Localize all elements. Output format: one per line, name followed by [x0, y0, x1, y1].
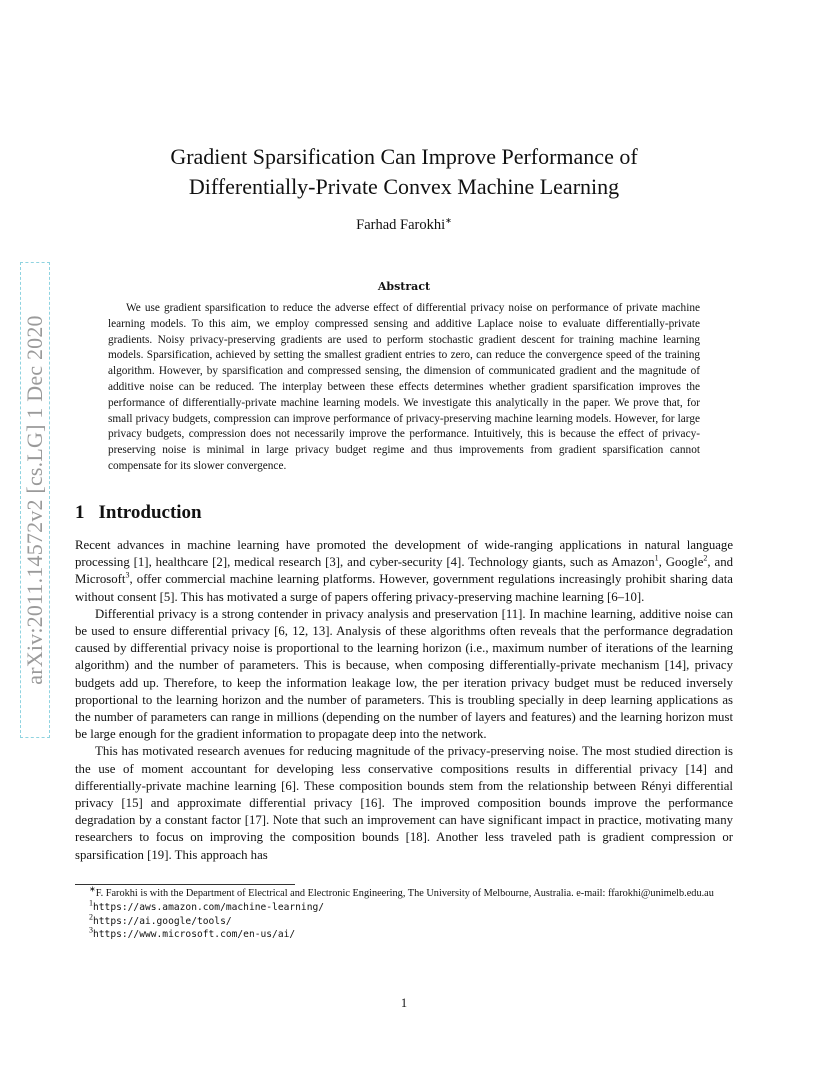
footnote-mark-2: 2 [703, 553, 708, 563]
author-footnote-mark: ∗ [445, 216, 452, 226]
footnote-3 [75, 925, 735, 942]
footnote-2-mark: 2 [89, 912, 93, 922]
footnote-2 [75, 912, 735, 929]
footnote-1-mark: 1 [89, 898, 93, 908]
section-title: Introduction [98, 502, 202, 523]
footnotes [75, 884, 735, 942]
footnote-mark-1: 1 [654, 553, 659, 563]
para1-part-d: , offer commercial machine learning platforms. However, government regulations increasingly prohibit sharing data without consent [5]. This has motivated a surge of papers offering privacy-preserving machine learning [6–10]. [75, 572, 733, 604]
title-line-2: Differentially-Private Convex Machine Learning [188, 174, 620, 199]
title-line-1: Gradient Sparsification Can Improve Performance of [170, 144, 638, 169]
author-name: Farhad Farokhi [356, 217, 446, 233]
section-heading [75, 502, 202, 524]
page-number: 1 [400, 996, 408, 1010]
paragraph-1 [75, 537, 733, 606]
abstract-heading: Abstract [377, 280, 431, 293]
para1-part-a: Recent advances in machine learning have promoted the development of wide-ranging applications in natural language processing [1], healthcare [2], medical research [3], and cyber-security [4]. Technology giants, such as Amazon [75, 538, 733, 570]
footnote-1 [75, 898, 735, 915]
arxiv-id: arXiv:2011.14572v2 [cs.LG] 1 Dec 2020 [22, 315, 47, 685]
author-line [90, 217, 718, 234]
paragraph-3: This has motivated research avenues for reducing magnitude of the privacy-preserving noise. The most studied direction is the use of moment accountant for developing less conservative compositions results in differential privacy [14] and differentially-private machine learning [6]. These composition bounds stem from the relationship between Rényi differential privacy [15] and approximate differential privacy [16]. The improved composition bounds improve the performance degradation by a constant factor [17]. Note that such an improvement can have significant impact in practice, motivating many researchers to focus on improving the composition bounds [18]. Another less traveled path is gradient compression or sparsification [19]. This approach has [75, 744, 733, 862]
body-text [75, 537, 733, 864]
footnote-2-link[interactable]: https://ai.google/tools/ [93, 915, 232, 927]
section-number: 1 [75, 502, 85, 523]
footnote-3-mark: 3 [89, 925, 93, 935]
footnote-author [75, 884, 735, 901]
footnote-author-text: F. Farokhi is with the Department of Electrical and Electronic Engineering, The University of Melbourne, Australia. e-mail: ffarokhi@unimelb.edu.au [95, 888, 714, 899]
abstract-text: We use gradient sparsification to reduce the adverse effect of differential privacy noise on performance of private machine learning models. To this aim, we employ compressed sensing and additive Laplace noise to evaluate differentially-private gradients. Noisy privacy-preserving gradients are used to perform stochastic gradient descent for training machine learning models. Sparsification, achieved by setting the smallest gradient entries to zero, can reduce the convergence speed of the training algorithm. However, by sparsification and compressed sensing, the dimension of communicated gradient and the magnitude of additive noise can be reduced. The interplay between these effects determines whether gradient sparsification improves the performance of differentially-private machine learning models. We investigate this analytically in the paper. We prove that, for small privacy budgets, compression can improve performance of privacy-preserving machine learning models. However, for large privacy budgets, compression does not necessarily improve the performance. Intuitively, this is because the effect of privacy-preserving noise is minimal in large privacy budget regime and thus improvements from gradient sparsification cannot compensate for its slower convergence. [108, 302, 700, 472]
footnote-mark-3: 3 [125, 571, 130, 581]
paper-title [90, 142, 718, 202]
para1-part-b: , Google [658, 555, 704, 570]
footnote-1-link[interactable]: https://aws.amazon.com/machine-learning/ [93, 901, 325, 913]
paragraph-2: Differential privacy is a strong contender in privacy analysis and preservation [11]. In machine learning, additive noise can be used to ensure differential privacy [6, 12, 13]. Analysis of these algorithms often reveals that the performance degradation caused by differential privacy noise is proportional to the learning horizon (i.e., maximum number of iterations of the learning algorithm) and the number of parameters. This is because, when composing differentially-private mechanism [14], privacy budgets add up. Therefore, to keep the information leakage low, the per iteration privacy budget must be reduced inversely proportional to the learning horizon and the number of parameters. This is troubling specially in deep learning applications as the number of parameters can range in millions (depending on the number of layers and features) and the learning horizon must be large enough for the gradient information to propagate deep into the network. [75, 606, 733, 742]
footnote-rule [75, 884, 295, 885]
para1-part-c: , and Microsoft [75, 555, 733, 587]
arxiv-stamp [20, 262, 50, 738]
footnote-3-link[interactable]: https://www.microsoft.com/en-us/ai/ [93, 929, 296, 941]
footnote-author-mark: ∗ [89, 884, 96, 894]
